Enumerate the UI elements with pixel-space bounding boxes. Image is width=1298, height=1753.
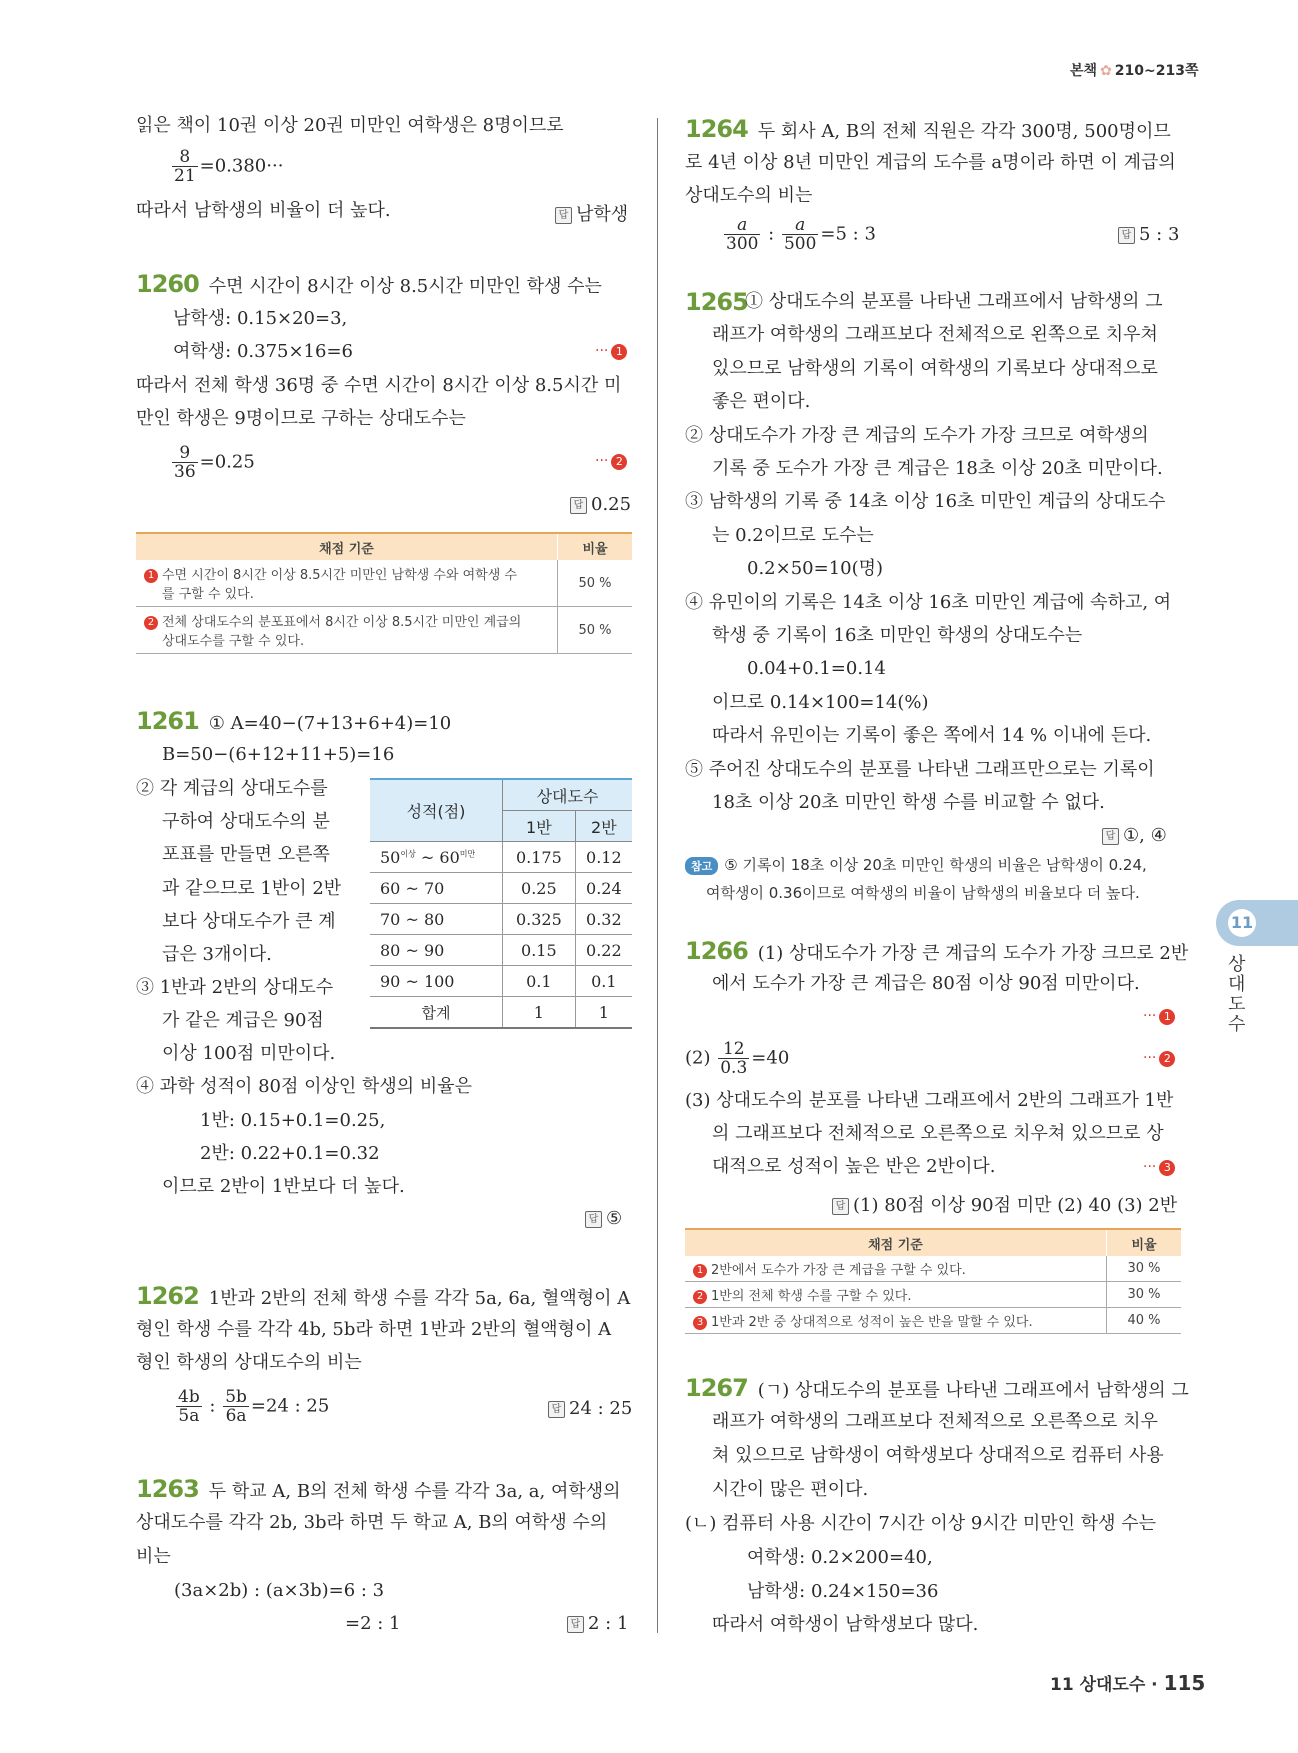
text-line: 만인 학생은 9명이므로 구하는 상대도수는 xyxy=(136,408,466,429)
text-line: 여학생: 0.375×16=6 xyxy=(173,341,354,362)
text-line: (ㄴ) 컴퓨터 사용 시간이 7시간 이상 9시간 미만인 학생 수는 xyxy=(685,1513,1156,1534)
note-line: 여학생이 0.36이므로 여학생의 비율이 남학생의 비율보다 더 높다. xyxy=(706,884,1140,902)
problem-1264-line1: 1264 두 회사 A, B의 전체 직원은 각각 300명, 500명이므 xyxy=(685,115,1171,143)
text-line: 는 0.2이므로 도수는 xyxy=(712,524,874,546)
column-divider xyxy=(657,118,658,1633)
answer: 답 ①, ④ xyxy=(1102,825,1167,846)
step-marker-1: ··· 1 xyxy=(595,343,627,360)
scoring-table-1266 xyxy=(685,1228,1181,1334)
chapter-number: 11 xyxy=(1228,909,1256,937)
text-line: 로 4년 이상 8년 미만인 계급의 도수를 a명이라 하면 이 계급의 xyxy=(685,152,1176,173)
text-line: (3a×2b) : (a×3b)=6 : 3 xyxy=(174,1580,385,1601)
text-line: 래프가 여학생의 그래프보다 전체적으로 왼쪽으로 치우쳐 xyxy=(712,324,1158,346)
text-line: 따라서 유민이는 기록이 좋은 쪽에서 14 % 이내에 든다. xyxy=(712,725,1152,747)
text-line: B=50−(6+12+11+5)=16 xyxy=(162,744,395,765)
text-line: 18초 이상 20초 미만인 학생 수를 비교할 수 없다. xyxy=(712,792,1105,813)
table-row: 80 ~ 90 0.15 0.22 xyxy=(370,935,632,966)
problem-number: 1267 xyxy=(685,1374,748,1402)
answer-icon: 답 xyxy=(832,1198,849,1215)
problem-1267-line1: 1267 (ㄱ) 상대도수의 분포를 나타낸 그래프에서 남학생의 그 xyxy=(685,1374,1189,1402)
fraction-line: (2) $\frac{12}{0.3}$ =40 xyxy=(685,1039,790,1078)
table-header: 비율 xyxy=(558,533,633,560)
scoring-table-1260 xyxy=(136,532,632,654)
chapter-tab-label: 상대도수 xyxy=(1228,954,1246,1035)
text-line: 이므로 2반이 1반보다 더 높다. xyxy=(162,1176,405,1197)
text-line: 좋은 편이다. xyxy=(712,391,811,413)
text-line: ⑤ 주어진 상대도수의 분포를 나타낸 그래프만으로는 기록이 xyxy=(685,758,1155,780)
fraction: $\frac{8}{21}$ xyxy=(174,147,196,186)
step-marker-3: ··· 3 xyxy=(1143,1159,1175,1176)
table-header: 2반 xyxy=(575,811,632,842)
fraction-line: $\frac{9}{36}$ =0.25 xyxy=(174,443,255,482)
text-line: 학생 중 기록이 16초 미만인 학생의 상대도수는 xyxy=(712,625,1083,646)
text-line: 의 그래프보다 전체적으로 오른쪽으로 치우쳐 있으므로 상 xyxy=(712,1123,1164,1144)
problem-number: 1260 xyxy=(136,270,199,298)
answer: 답 0.25 xyxy=(570,494,631,515)
table-header: 상대도수 xyxy=(503,779,633,811)
table-row: 1 수면 시간이 8시간 이상 8.5시간 미만인 남학생 수와 여학생 수 를 구할 수 있다. 50 % xyxy=(136,560,632,607)
page-footer: 11 상대도수 · 115 xyxy=(1050,1671,1206,1695)
text-line: 대적으로 성적이 높은 반은 2반이다. xyxy=(712,1156,996,1177)
answer-icon: 답 xyxy=(1102,828,1119,845)
fraction: $\frac{a}{500}$ xyxy=(783,215,817,254)
step-marker-2: ··· 2 xyxy=(1143,1050,1175,1067)
answer: 답 2 : 1 xyxy=(567,1613,628,1634)
table-row: 2 1반의 전체 학생 수를 구할 수 있다. 30 % xyxy=(685,1282,1181,1308)
problem-number: 1261 xyxy=(136,707,199,735)
intro-line1: 읽은 책이 10권 이상 20권 미만인 여학생은 8명이므로 xyxy=(136,115,564,136)
text-line: 남학생: 0.24×150=36 xyxy=(747,1581,939,1602)
problem-number: 1264 xyxy=(685,115,748,143)
fraction-line: $\frac{a}{300}$ : $\frac{a}{500}$ =5 : 3 xyxy=(726,215,876,254)
text-line: 0.2×50=10(명) xyxy=(747,558,884,580)
frequency-table xyxy=(370,778,632,1029)
answer-icon: 답 xyxy=(1118,227,1135,244)
problem-number: 1262 xyxy=(136,1282,199,1310)
problem-1262-line1: 1262 1반과 2반의 전체 학생 수를 각각 5a, 6a, 혈액형이 A xyxy=(136,1282,631,1310)
problem-number: 1266 xyxy=(685,937,748,965)
chapter-tab[interactable] xyxy=(1216,900,1298,946)
answer-icon: 답 xyxy=(585,1211,602,1228)
table-row: $50^{이상}$ ~ $60^{미만}$ 0.175 0.12 xyxy=(370,842,632,873)
text-line: 형인 학생의 상대도수의 비는 xyxy=(136,1352,362,1373)
text-line: 따라서 여학생이 남학생보다 많다. xyxy=(712,1614,979,1635)
table-header: 채점 기준 xyxy=(685,1229,1107,1256)
intro-frac-line: $\frac{8}{21}$ =0.380··· xyxy=(174,147,284,186)
text-line: 가 같은 계급은 90점 xyxy=(162,1010,324,1031)
text-line: 0.04+0.1=0.14 xyxy=(747,658,886,680)
fraction-line: $\frac{4b}{5a}$ : $\frac{5b}{6a}$ =24 : 25 xyxy=(178,1387,330,1426)
page-number: 115 xyxy=(1163,1671,1206,1695)
note-badge: 참고 xyxy=(685,857,718,875)
text-line: 에서 도수가 가장 큰 계급은 80점 이상 90점 미만이다. xyxy=(712,973,1140,994)
header-pages: 210~213쪽 xyxy=(1114,63,1199,79)
table-header: 비율 xyxy=(1107,1229,1182,1256)
problem-1260-line1: 1260 수면 시간이 8시간 이상 8.5시간 미만인 학생 수는 xyxy=(136,270,602,298)
reference-note: 참고 ⑤ 기록이 18초 이상 20초 미만인 학생의 비율은 남학생이 0.24, xyxy=(685,854,1147,875)
intro-line3: 따라서 남학생의 비율이 더 높다. xyxy=(136,200,391,221)
table-header: 채점 기준 xyxy=(136,533,558,560)
table-row: 60 ~ 70 0.25 0.24 xyxy=(370,873,632,904)
text-line: 시간이 많은 편이다. xyxy=(712,1479,869,1500)
answer: 답 (1) 80점 이상 90점 미만 (2) 40 (3) 2반 xyxy=(832,1191,1177,1217)
problem-1261-line1: 1261 ① A=40−(7+13+6+4)=10 xyxy=(136,707,452,735)
text-line: =2 : 1 xyxy=(345,1613,401,1634)
fraction: $\frac{12}{0.3}$ xyxy=(720,1039,748,1078)
text-line: ① 상대도수의 분포를 나타낸 그래프에서 남학생의 그 xyxy=(745,291,1163,312)
table-row: 3 1반과 2반 중 상대적으로 성적이 높은 반을 말할 수 있다. 40 % xyxy=(685,1308,1181,1334)
text-line: ② 각 계급의 상대도수를 xyxy=(136,778,328,799)
table-row: 70 ~ 80 0.325 0.32 xyxy=(370,904,632,935)
answer-icon: 답 xyxy=(548,1401,565,1418)
text-line: 상대도수를 각각 2b, 3b라 하면 두 학교 A, B의 여학생 수의 xyxy=(136,1512,608,1533)
page-header xyxy=(1070,60,1199,80)
text-line: 포표를 만들면 오른쪽 xyxy=(162,844,330,865)
table-row: 합계 1 1 xyxy=(370,997,632,1029)
text-line: 쳐 있으므로 남학생이 여학생보다 상대적으로 컴퓨터 사용 xyxy=(712,1445,1164,1466)
text-line: 급은 3개이다. xyxy=(162,944,272,965)
text-line: 2반: 0.22+0.1=0.32 xyxy=(200,1143,380,1164)
table-row: 2 전체 상대도수의 분포표에서 8시간 이상 8.5시간 미만인 계급의 상대도수를 구할 수 있다. 50 % xyxy=(136,607,632,654)
problem-number: 1263 xyxy=(136,1475,199,1503)
text-line: ③ 남학생의 기록 중 14초 이상 16초 미만인 계급의 상대도수 xyxy=(685,491,1166,513)
text-line: 보다 상대도수가 큰 계 xyxy=(162,911,336,932)
text-line: ④ 유민이의 기록은 14초 이상 16초 미만인 계급에 속하고, 여 xyxy=(685,591,1172,613)
text-line: 비는 xyxy=(136,1546,171,1567)
text-line: 여학생: 0.2×200=40, xyxy=(747,1547,933,1568)
text-line: 있으므로 남학생의 기록이 여학생의 기록보다 상대적으로 xyxy=(712,357,1158,379)
text-line: 구하여 상대도수의 분 xyxy=(162,811,330,832)
answer: 답 ⑤ xyxy=(585,1208,622,1229)
text-line: 형인 학생 수를 각각 4b, 5b라 하면 1반과 2반의 혈액형이 A xyxy=(136,1319,612,1340)
text-line: 과 같으므로 1반이 2반 xyxy=(162,878,342,899)
text-line: 기록 중 도수가 가장 큰 계급은 18초 이상 20초 미만이다. xyxy=(712,458,1163,479)
problem-1265-number: 1265 xyxy=(685,288,748,316)
fraction: $\frac{9}{36}$ xyxy=(174,443,196,482)
answer-icon: 답 xyxy=(555,207,572,224)
text-line: ③ 1반과 2반의 상대도수 xyxy=(136,977,334,998)
table-row: 1 2반에서 도수가 가장 큰 계급을 구할 수 있다. 30 % xyxy=(685,1256,1181,1282)
text-line: ④ 과학 성적이 80점 이상인 학생의 비율은 xyxy=(136,1076,473,1097)
answer: 답 5 : 3 xyxy=(1118,224,1179,245)
text-line: 이상 100점 미만이다. xyxy=(162,1043,336,1064)
fraction: $\frac{5b}{6a}$ xyxy=(225,1387,247,1426)
step-marker-2: ··· 2 xyxy=(595,453,627,470)
step-marker-1: ··· 1 xyxy=(1143,1008,1175,1025)
fraction: $\frac{4b}{5a}$ xyxy=(178,1387,200,1426)
footer-chapter: 11 상대도수 xyxy=(1050,1675,1146,1695)
flower-icon: ✿ xyxy=(1100,63,1112,79)
table-header: 1반 xyxy=(503,811,576,842)
table-row: 90 ~ 100 0.1 0.1 xyxy=(370,966,632,997)
answer: 답 24 : 25 xyxy=(548,1398,632,1419)
text-line: (3) 상대도수의 분포를 나타낸 그래프에서 2반의 그래프가 1반 xyxy=(685,1090,1174,1111)
problem-1263-line1: 1263 두 학교 A, B의 전체 학생 수를 각각 3a, a, 여학생의 xyxy=(136,1475,621,1503)
text-line: 따라서 전체 학생 36명 중 수면 시간이 8시간 이상 8.5시간 미 xyxy=(136,375,622,396)
text-line: 남학생: 0.15×20=3, xyxy=(173,308,348,329)
text-line: 이므로 0.14×100=14(%) xyxy=(712,691,929,713)
answer-icon: 답 xyxy=(567,1616,584,1633)
text-line: 1반: 0.15+0.1=0.25, xyxy=(200,1110,386,1131)
header-book: 본책 xyxy=(1070,63,1098,79)
table-header: 성적(점) xyxy=(370,779,503,842)
fraction: $\frac{a}{300}$ xyxy=(726,215,759,254)
answer-icon: 답 xyxy=(570,497,587,514)
text-line: ② 상대도수가 가장 큰 계급의 도수가 가장 크므로 여학생의 xyxy=(685,424,1149,446)
problem-1266-line1: 1266 (1) 상대도수가 가장 큰 계급의 도수가 가장 크므로 2반 xyxy=(685,937,1189,965)
text-line: 상대도수의 비는 xyxy=(685,185,813,206)
answer: 답 남학생 xyxy=(555,200,628,226)
text-line: 래프가 여학생의 그래프보다 전체적으로 오른쪽으로 치우 xyxy=(712,1411,1158,1432)
